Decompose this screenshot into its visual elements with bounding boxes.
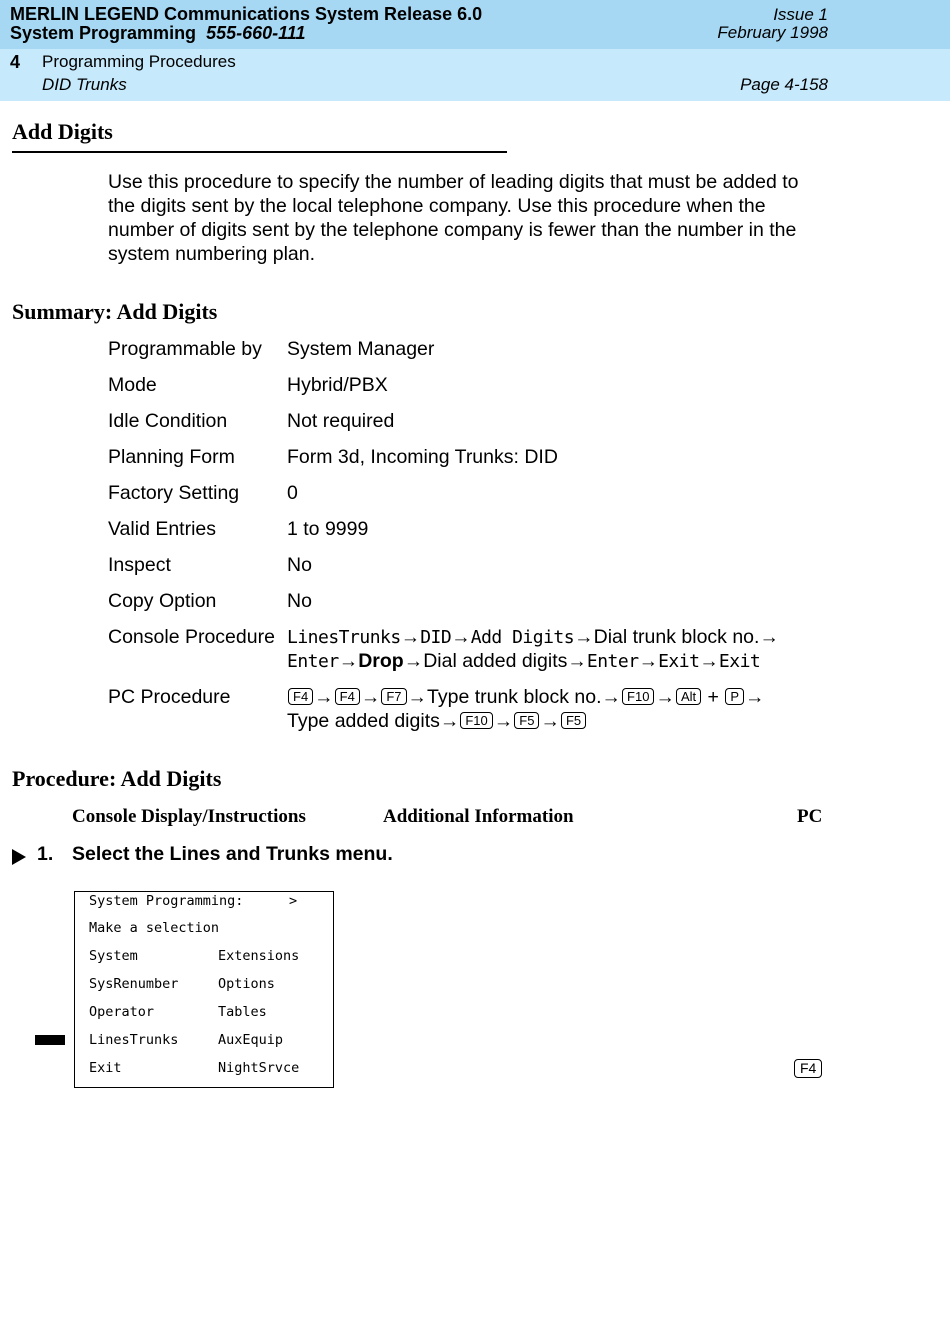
display-option: Tables bbox=[218, 1004, 267, 1020]
key-f10: F10 bbox=[460, 712, 492, 729]
key-f5: F5 bbox=[514, 712, 539, 729]
key-f5: F5 bbox=[561, 712, 586, 729]
key-f4: F4 bbox=[288, 688, 313, 705]
doc-title bbox=[10, 23, 306, 44]
console-procedure-label: Console Procedure bbox=[108, 626, 275, 648]
arrow-icon: → bbox=[493, 710, 514, 732]
pc-step-text: Type trunk block no. bbox=[427, 686, 602, 708]
summary-heading: Summary: Add Digits bbox=[12, 299, 218, 324]
display-option: NightSrvce bbox=[218, 1060, 300, 1076]
display-option: SysRenumber bbox=[89, 976, 179, 992]
summary-label: Valid Entries bbox=[108, 518, 217, 540]
step-number: 1. bbox=[37, 843, 54, 865]
summary-label: Planning Form bbox=[108, 446, 235, 468]
summary-value: Form 3d, Incoming Trunks: DID bbox=[287, 446, 558, 468]
display-line-title: System Programming: bbox=[89, 893, 244, 909]
summary-label: Factory Setting bbox=[108, 482, 240, 504]
arrow-icon: → bbox=[655, 686, 675, 708]
step-pointer-icon bbox=[12, 849, 26, 865]
cmd-drop: Drop bbox=[358, 650, 404, 672]
console-step-text: Dial added digits bbox=[423, 650, 568, 672]
chapter-title: Programming Procedures bbox=[42, 52, 236, 71]
display-option: Extensions bbox=[218, 948, 300, 964]
cmd-exit: Exit bbox=[718, 651, 761, 672]
arrow-icon: → bbox=[601, 686, 622, 708]
cmd-add-digits: Add Digits bbox=[470, 627, 575, 648]
summary-value: Hybrid/PBX bbox=[287, 374, 388, 396]
intro-paragraph: Use this procedure to specify the number of leading digits that must be added to the digits sent by the local telephone company. Use this procedure when the number of digits sent by the telephone company is fewer than the number in the system numbering plan. bbox=[108, 171, 799, 265]
summary-value: System Manager bbox=[287, 338, 435, 360]
pc-step-text: Type added digits bbox=[287, 710, 440, 732]
display-option: Operator bbox=[89, 1004, 155, 1020]
pc-procedure-label: PC Procedure bbox=[108, 686, 231, 708]
arrow-icon: → bbox=[403, 650, 424, 672]
page-title: Add Digits bbox=[12, 119, 113, 144]
display-option: System bbox=[89, 948, 138, 964]
doc-title-text: System Programming bbox=[10, 23, 197, 43]
arrow-icon: → bbox=[567, 650, 587, 672]
display-option: AuxEquip bbox=[218, 1032, 284, 1048]
cmd-linestrunks: LinesTrunks bbox=[287, 627, 401, 648]
summary-value: 1 to 9999 bbox=[287, 518, 369, 540]
summary-value: No bbox=[287, 554, 312, 576]
procedure-heading: Procedure: Add Digits bbox=[12, 766, 222, 791]
cmd-exit: Exit bbox=[658, 651, 700, 672]
key-p: P bbox=[725, 688, 744, 705]
key-f7: F7 bbox=[381, 688, 406, 705]
summary-value: Not required bbox=[287, 410, 395, 432]
console-procedure-line2 bbox=[287, 650, 760, 673]
summary-label: Idle Condition bbox=[108, 410, 228, 432]
selection-marker bbox=[35, 1035, 65, 1045]
key-f4: F4 bbox=[794, 1059, 822, 1078]
date: February 1998 bbox=[717, 23, 828, 42]
section-title: DID Trunks bbox=[42, 75, 127, 94]
plus-sign: + bbox=[707, 686, 719, 708]
key-f4: F4 bbox=[335, 688, 360, 705]
cmd-enter: Enter bbox=[287, 651, 339, 672]
display-more-indicator: > bbox=[289, 893, 298, 909]
display-option-selected: LinesTrunks bbox=[89, 1032, 179, 1048]
cmd-enter: Enter bbox=[586, 651, 639, 672]
page-number: Page 4-158 bbox=[740, 75, 828, 94]
summary-label: Inspect bbox=[108, 554, 171, 576]
arrow-icon: → bbox=[439, 710, 460, 732]
cmd-did: DID bbox=[420, 627, 452, 648]
pc-procedure-line1 bbox=[287, 686, 765, 709]
summary-value: 0 bbox=[287, 482, 298, 504]
arrow-icon: → bbox=[759, 626, 779, 648]
title-rule bbox=[12, 151, 507, 153]
arrow-icon: → bbox=[407, 686, 428, 708]
pc-key-column bbox=[793, 1060, 823, 1079]
chapter-number: 4 bbox=[10, 52, 21, 72]
step-text: Select the Lines and Trunks menu. bbox=[72, 843, 393, 865]
display-option: Options bbox=[218, 976, 275, 992]
arrow-icon: → bbox=[360, 686, 381, 708]
arrow-icon: → bbox=[540, 710, 560, 732]
console-step-text: Dial trunk block no. bbox=[593, 626, 760, 648]
arrow-icon: → bbox=[699, 650, 719, 672]
display-line-prompt: Make a selection bbox=[89, 920, 220, 936]
arrow-icon: → bbox=[314, 686, 334, 708]
summary-label: Copy Option bbox=[108, 590, 217, 612]
console-display bbox=[74, 891, 334, 1088]
pc-procedure-line2 bbox=[287, 710, 587, 733]
key-alt: Alt bbox=[676, 688, 701, 705]
issue: Issue 1 bbox=[773, 5, 828, 24]
product-title: MERLIN LEGEND Communications System Release 6.0 bbox=[10, 4, 483, 24]
summary-label: Programmable by bbox=[108, 338, 262, 360]
arrow-icon: → bbox=[745, 686, 765, 708]
arrow-icon: → bbox=[400, 626, 421, 648]
column-header-pc: PC bbox=[797, 806, 823, 827]
summary-value: No bbox=[287, 590, 312, 612]
key-f10: F10 bbox=[622, 688, 654, 705]
display-option: Exit bbox=[89, 1060, 122, 1076]
arrow-icon: → bbox=[638, 650, 659, 672]
console-procedure-line1 bbox=[287, 626, 779, 649]
summary-label: Mode bbox=[108, 374, 157, 396]
arrow-icon: → bbox=[574, 626, 594, 648]
arrow-icon: → bbox=[451, 626, 471, 648]
arrow-icon: → bbox=[338, 650, 359, 672]
column-header-info: Additional Information bbox=[383, 806, 574, 827]
doc-number: 555-660-111 bbox=[206, 23, 306, 43]
column-header-console: Console Display/Instructions bbox=[72, 806, 306, 827]
